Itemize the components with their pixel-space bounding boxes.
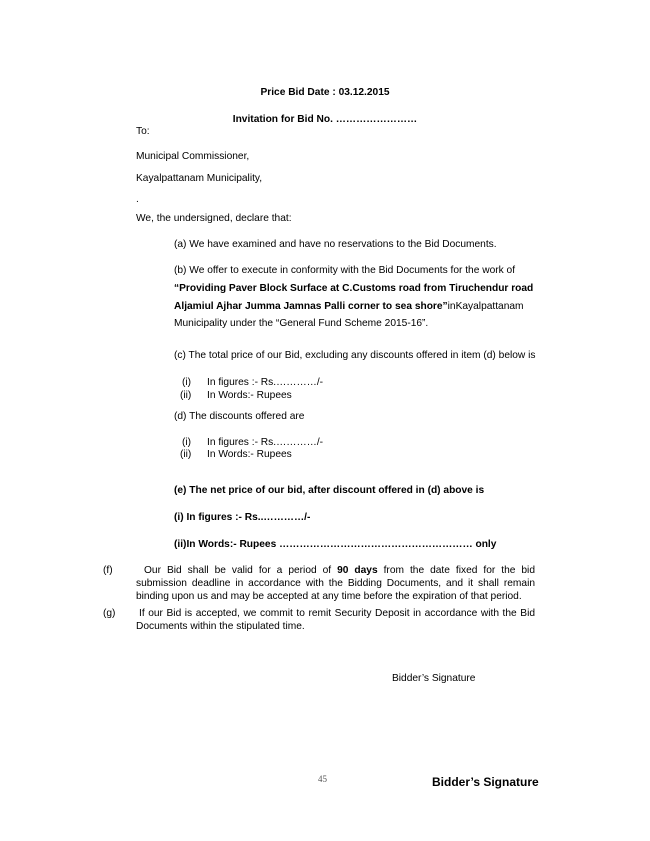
item-e-figures: (i) In figures :- Rs..…………/- — [174, 512, 311, 523]
declaration: We, the undersigned, declare that: — [136, 213, 292, 224]
item-c-i-figures: In figures :- Rs.…………/- — [207, 377, 324, 388]
item-b-work-name: Aljamiul Ajhar Jumma Jamnas Palli corner to sea shore” — [174, 301, 448, 312]
item-f-text — [136, 564, 535, 603]
item-c: (c) The total price of our Bid, excluding any discounts offered in item (d) below is — [174, 350, 536, 361]
price-bid-date: Price Bid Date : 03.12.2015 — [260, 87, 390, 98]
page-number: 45 — [318, 774, 327, 784]
item-c-ii-words: In Words:- Rupees — [207, 390, 292, 401]
item-g-text: If our Bid is accepted, we commit to remit Security Deposit in accordance with the Bid Documents within the stipulated time. — [136, 608, 535, 632]
item-d: (d) The discounts offered are — [174, 411, 305, 422]
item-g-label: (g) — [103, 608, 116, 619]
item-d-i-figures: In figures :- Rs.…………/- — [207, 437, 324, 448]
item-c-i-label: (i) — [182, 377, 192, 388]
address-line-1: Municipal Commissioner, — [136, 151, 250, 162]
item-f-text-pre: Our Bid shall be valid for a period of — [144, 565, 338, 576]
item-c-ii-label: (ii) — [180, 390, 192, 401]
item-d-i-label: (i) — [182, 437, 192, 448]
item-f-text-post: from the date fixed for the bid submission deadline in accordance with the Bidding Documents, and it shall remain binding upon us and may be accepted at any time before the expiration of that period. — [136, 565, 535, 602]
item-e-words: (ii)In Words:- Rupees ………………………………………………… only — [174, 539, 497, 550]
item-d-ii-label: (ii) — [180, 449, 192, 460]
address-line-3: . — [136, 194, 139, 205]
item-b-location: inKayalpattanam — [447, 301, 524, 312]
item-e: (e) The net price of our bid, after discount offered in (d) above is — [174, 485, 485, 496]
item-a: (a) We have examined and have no reservations to the Bid Documents. — [174, 239, 497, 250]
item-b-prefix: (b) We offer to execute in conformity with the Bid Documents for the work of — [174, 265, 516, 276]
invitation-for-bid: Invitation for Bid No. …………………… — [232, 114, 418, 125]
item-b-line-3: Municipality under the “General Fund Scheme 2015-16”. — [174, 318, 429, 329]
footer-signature: Bidder’s Signature — [432, 775, 539, 789]
item-d-ii-words: In Words:- Rupees — [207, 449, 292, 460]
item-f-days: 90 days — [337, 565, 378, 576]
item-f-label: (f) — [103, 565, 113, 576]
address-line-2: Kayalpattanam Municipality, — [136, 173, 263, 184]
bidder-signature: Bidder’s Signature — [392, 673, 476, 684]
item-b-work-line-1: “Providing Paver Block Surface at C.Customs road from Tiruchendur road — [174, 283, 534, 294]
address-to: To: — [136, 126, 150, 137]
item-b-work-line-2 — [174, 300, 524, 313]
